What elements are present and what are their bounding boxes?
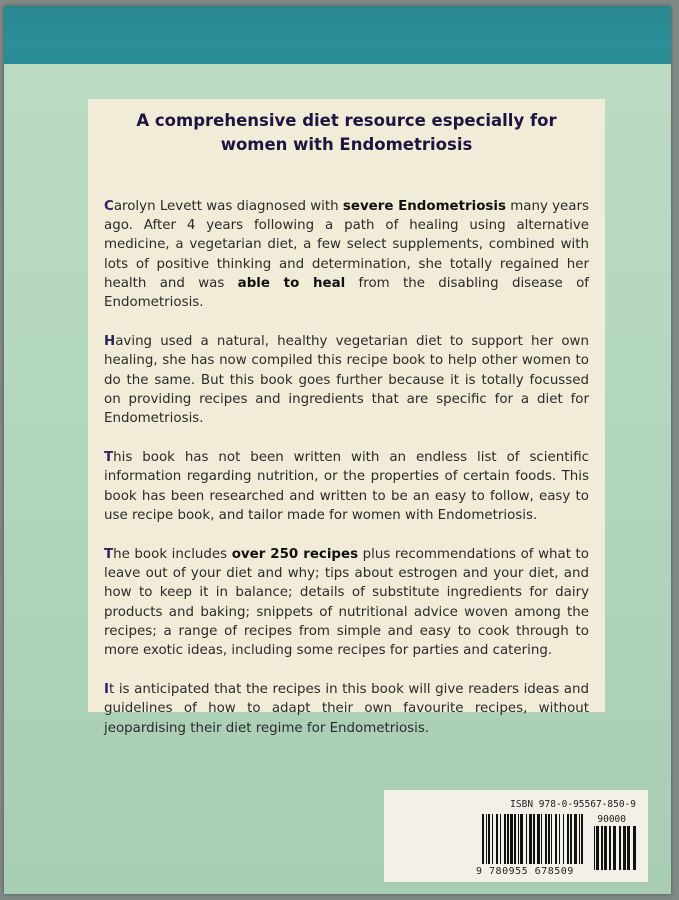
price-code: 90000 <box>597 814 626 825</box>
barcode-bar <box>488 814 490 864</box>
barcode-bar <box>574 814 577 864</box>
barcode-bar <box>567 814 569 864</box>
barcode-bar <box>520 814 523 864</box>
blurb-paragraph <box>104 448 589 525</box>
text-run: many years ago. After 4 years following a path of healing using alternative medicine, a vegetarian diet, a few select supplements, combined with lots of positive thinking and determination, she totally regained her health and was <box>104 199 589 291</box>
barcode-bar <box>548 814 550 864</box>
top-color-band <box>4 6 671 64</box>
cover-title-line-2: women with Endometriosis <box>220 135 473 154</box>
text-run: t is anticipated that the recipes in this book will give readers ideas and guidelines of how to adapt their own favourite recipes, without jeopardising their diet regime for Endometriosis. <box>104 682 589 736</box>
barcode-bar <box>594 826 595 870</box>
bold-phrase: severe Endometriosis <box>342 199 506 214</box>
drop-initial: T <box>104 547 114 563</box>
barcode-bar <box>596 826 599 870</box>
barcode-bar <box>514 814 516 864</box>
barcode-bar <box>613 826 616 870</box>
barcode-bar <box>529 814 532 864</box>
barcode-bar <box>545 814 547 864</box>
barcode-bar <box>563 814 564 864</box>
barcode-bar <box>510 814 513 864</box>
cover-title-line-1: A comprehensive diet resource especially for <box>136 111 557 130</box>
drop-initial: T <box>104 450 114 466</box>
barcode-label <box>384 790 648 882</box>
drop-initial: I <box>104 682 109 698</box>
barcode-bar <box>570 814 572 864</box>
barcode-bar <box>623 826 626 870</box>
bold-phrase: able to heal <box>237 275 346 291</box>
barcode-bar <box>500 814 501 864</box>
barcode-bar <box>559 814 560 864</box>
drop-initial: C <box>104 199 114 214</box>
barcode-bar <box>619 826 621 870</box>
barcode-bar <box>604 826 607 870</box>
blurb-text <box>104 197 589 738</box>
barcode-bar <box>541 814 542 864</box>
barcode-bar <box>581 814 583 864</box>
barcode-bar <box>526 814 527 864</box>
barcode-digits: 9 780955 678509 <box>476 866 574 877</box>
barcode-bar <box>496 814 498 864</box>
text-run: plus recommendations of what to leave out of your diet and why; tips about estrogen and your diet, and how to keep it in balance; details of substitute ingredients for dairy products and baking; snippets of nutritional advice woven among the recipes; a range of recipes from simple and easy to cook through to more exotic ideas, including some recipes for parties and catering. <box>104 547 589 659</box>
drop-initial: H <box>104 334 116 350</box>
blurb-paragraph <box>104 545 589 660</box>
blurb-paragraph <box>104 197 589 312</box>
book-back-cover <box>4 6 671 894</box>
text-run: aving used a natural, healthy vegetarian diet to support her own healing, she has now compiled this recipe book to help other women to do the same. But this book goes further because it is totally focussed on providing recipes and ingredients that are specific for a diet for Endometriosis. <box>104 334 589 427</box>
barcode-bar <box>504 814 506 864</box>
cover-title <box>104 109 589 157</box>
bold-phrase: over 250 recipes <box>231 547 359 563</box>
blurb-paragraph <box>104 332 589 428</box>
barcode-bar <box>627 826 630 870</box>
barcode-bar <box>551 814 552 864</box>
barcode-bar <box>601 826 603 870</box>
barcode-bar <box>555 814 557 864</box>
barcode-bar <box>533 814 535 864</box>
barcode-bar <box>537 814 540 864</box>
barcode-bar <box>507 814 509 864</box>
blurb-paragraph <box>104 680 589 738</box>
barcode-bar <box>486 814 487 864</box>
text-run: he book includes <box>113 547 232 563</box>
barcode-bar <box>482 814 484 864</box>
barcode-bar <box>518 814 519 864</box>
text-run: from the disabling disease of Endometriosis. <box>104 275 590 311</box>
text-run: arolyn Levett was diagnosed with <box>113 199 343 214</box>
barcode-bar <box>492 814 493 864</box>
isbn-text: ISBN 978-0-95567-850-9 <box>510 799 636 810</box>
barcode-bar <box>579 814 580 864</box>
barcode-bar <box>609 826 611 870</box>
blurb-panel <box>88 99 605 736</box>
text-run: his book has not been written with an endless list of scientific information regarding nutrition, or the properties of certain foods. This book has been researched and written to be an easy to follow, easy to use recipe book, and tailor made for women with Endometriosis. <box>104 450 589 523</box>
barcode-bar <box>633 826 636 870</box>
